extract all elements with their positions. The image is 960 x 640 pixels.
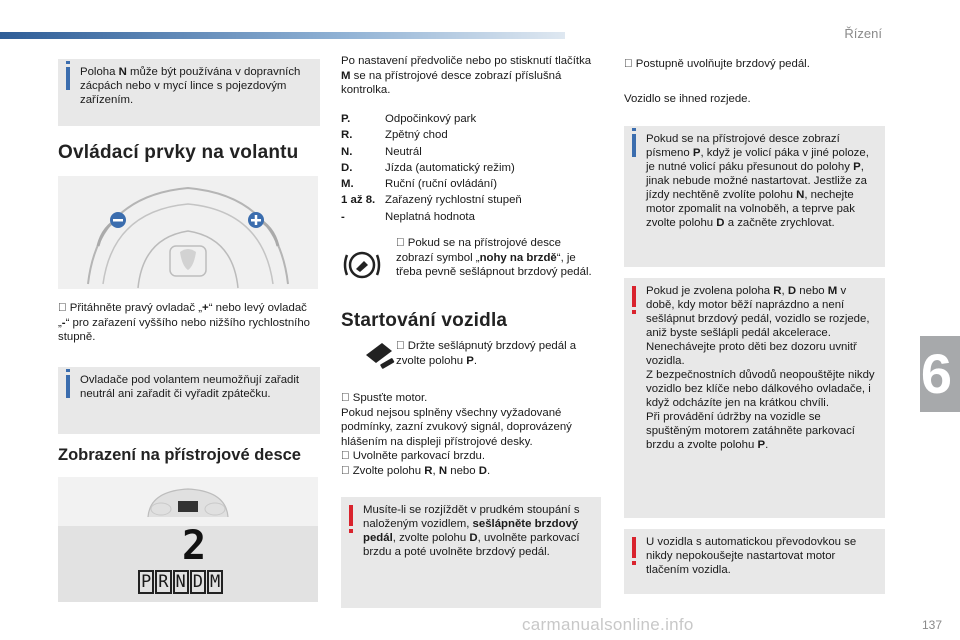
- gear-legend-table: [341, 111, 522, 225]
- warning-icon: [632, 537, 636, 558]
- chapter-tab: 6: [920, 336, 960, 412]
- gear-letters: [138, 570, 223, 594]
- watermark: carmanualsonline.info: [522, 615, 694, 634]
- gear-letter-r: R: [155, 570, 171, 594]
- table-row: 1 až 8. Zařazený rychlostní stupeň: [341, 194, 522, 207]
- table-row: R. Zpětný chod: [341, 129, 448, 142]
- warning-note-push-start: U vozidla s automatickou převodovkou se nikdy nepokoušejte nastartovat motor tlačením vozidla.: [624, 529, 885, 594]
- start-instructions: Spusťte motor. Pokud nejsou splněny všechny vyžadované podmínky, zazní zvukový signál, doprovázený hlášením na displeji přístrojové desky. Uvolněte parkovací brzdu. Zvolte polohu R, N nebo D.: [341, 392, 572, 477]
- table-row: - Neplatná hodnota: [341, 210, 475, 223]
- bullet-paddle-shift: Přitáhněte pravý ovladač „+“ nebo levý ovladač „-“ pro zařazení vyššího nebo nižšího rychlostního stupně.: [58, 302, 310, 343]
- gear-letter-m: M: [207, 570, 223, 594]
- page-number: 137: [921, 618, 942, 632]
- bullet-brake-symbol: Pokud se na přístrojové desce zobrazí symbol „nohy na brzdě“, je třeba pevně sešlápnout brzdový pedál.: [396, 237, 592, 278]
- info-note-neutral: Poloha N může být používána v dopravních zácpách nebo v mycí lince s pojezdovým zařízením.: [58, 59, 320, 126]
- warning-icon: [632, 286, 636, 307]
- gear-letter-d: D: [190, 570, 206, 594]
- instrument-display-illustration: [58, 477, 318, 602]
- dashboard-icon: [58, 477, 318, 525]
- info-note-paddles: Ovladače pod volantem neumožňují zařadit neutrál ani zařadit či vyřadit zpátečku.: [58, 367, 320, 434]
- steering-wheel-icon: [58, 176, 318, 289]
- heading-steering-controls: Ovládací prvky na volantu: [58, 142, 299, 163]
- info-icon: [66, 67, 70, 90]
- table-row: D. Jízda (automatický režim): [341, 161, 515, 174]
- info-icon: [632, 134, 636, 157]
- heading-starting-vehicle: Startování vozidla: [341, 310, 508, 331]
- vehicle-moves-text: Vozidlo se ihned rozjede.: [624, 93, 751, 105]
- gear-digit: 2: [182, 523, 207, 569]
- table-row: N. Neutrál: [341, 145, 422, 158]
- intro-paragraph: Po nastavení předvoliče nebo po stisknutí tlačítka M se na přístrojové desce zobrazí příslušná kontrolka.: [341, 55, 592, 96]
- chapter-title: Řízení: [844, 26, 882, 41]
- foot-pedal-icon: [362, 337, 396, 373]
- table-row: M. Ruční (ruční ovládání): [341, 178, 498, 191]
- info-icon: [66, 375, 70, 398]
- gear-letter-p: P: [138, 570, 154, 594]
- info-note-p-displayed: Pokud se na přístrojové desce zobrazí písmeno P, když je volicí páka v jiné poloze, je nutné volicí páku přesunout do polohy P, jinak nebude možné nastartovat. Jestliže za jízdy nechtěně zvolíte polohu N, nechejte motor zpomalit na volnoběh, a teprve pak zvolte polohu D a začněte zrychlovat.: [624, 126, 885, 267]
- heading-instrument-display: Zobrazení na přístrojové desce: [58, 446, 301, 464]
- warning-note-hill-start: Musíte-li se rozjíždět v prudkém stoupání s naloženým vozidlem, sešlápněte brzdový pedál, zvolte polohu D, uvolněte parkovací brzdu a poté uvolněte brzdový pedál.: [341, 497, 601, 608]
- header-bar: [0, 32, 565, 39]
- bullet-hold-brake: Držte sešlápnutý brzdový pedál a zvolte polohu P.: [396, 340, 577, 367]
- bullet-release-brake: Postupně uvolňujte brzdový pedál.: [635, 58, 810, 70]
- steering-wheel-illustration: [58, 176, 318, 289]
- warning-icon: [349, 505, 353, 526]
- table-row: P. Odpočinkový park: [341, 113, 477, 125]
- warning-note-idle-creep: Pokud je zvolena poloha R, D nebo M v době, kdy motor běží naprázdno a není sešlápnut brzdový pedál, vozidlo se rozjede, aniž byste sešlápli pedál akcelerace. Nenechávejte proto děti bez dozoru uvnitř vozidla. Z bezpečnostních důvodů neopouštějte nikdy vozidlo bez klíče nebo dálkového ovladače, i když odcházíte jen na krátkou chvíli. Při provádění údržby na vozidle se spuštěným motorem zatáhněte parkovací brzdu a zvolte polohu P.: [624, 278, 885, 518]
- brake-foot-warning-icon: [342, 245, 382, 285]
- gear-letter-n: N: [173, 570, 189, 594]
